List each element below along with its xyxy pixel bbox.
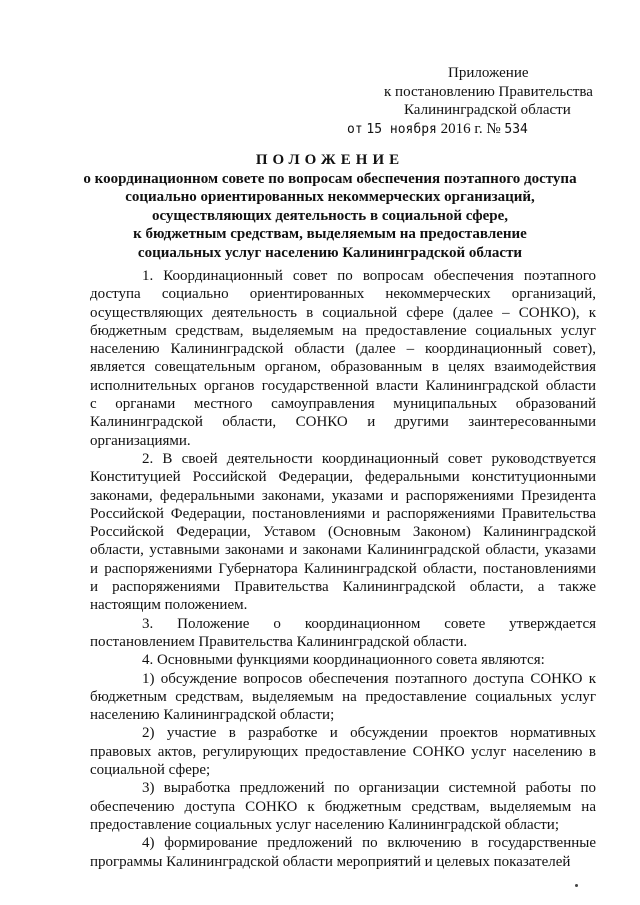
document-title — [80, 151, 580, 262]
paragraph — [90, 615, 596, 652]
paragraph — [90, 651, 596, 669]
appendix-date-line — [347, 120, 617, 140]
paragraph-line: 4) формирование предложений по включению в государственные — [142, 835, 596, 852]
paragraph-line: Конституцией Российской Федерации, федеральными конституционными — [90, 469, 596, 486]
paragraph-line: законами, федеральными законами, указами и распоряжениями Президента — [90, 487, 596, 504]
paragraph-line: Российской Федерации, постановлениями и распоряжениями Правительства — [90, 505, 596, 522]
paragraph-line: организациями. — [90, 432, 191, 449]
paragraph — [90, 724, 596, 779]
paragraph-line: бюджетным средствам, выделяемым на предоставление социальных услуг — [90, 322, 596, 339]
page-speck — [575, 884, 578, 887]
appendix-region-line: Калининградской области — [404, 102, 571, 118]
paragraph-line: населению Калининградской области; — [90, 707, 335, 724]
paragraph-line: и распоряжениями Губернатора Калининградской области, постановлениями — [90, 560, 596, 577]
appendix-resolution-line: к постановлению Правительства — [384, 83, 593, 100]
paragraph-line: и распоряжениями Правительства Калининградской области, а также — [90, 579, 596, 596]
paragraph-line: области, уставными законами и законами Калининградской области, указами — [90, 542, 596, 559]
number-sign: № — [486, 120, 501, 137]
title-line: социальных услуг населению Калининградской области — [137, 244, 523, 261]
title-line: осуществляющих деятельность в социальной сфере, — [151, 207, 509, 224]
paragraph-line: 1) обсуждение вопросов обеспечения поэтапного доступа СОНКО к — [142, 670, 596, 687]
paragraph-line: 3) выработка предложений по организации системной работы по — [142, 780, 596, 797]
paragraph — [90, 834, 596, 871]
paragraph-line: 1. Координационный совет по вопросам обеспечения поэтапного — [142, 268, 596, 284]
paragraph — [90, 450, 596, 615]
paragraph-line: настоящим положением. — [90, 597, 248, 614]
paragraph — [90, 267, 596, 450]
resolution-number: 534 — [504, 121, 528, 137]
paragraph-line: 3. Положение о координационном совете утверждается — [142, 615, 596, 632]
paragraph-line: обеспечению доступа СОНКО к бюджетным средствам, выделяемым на — [90, 798, 596, 815]
date-year: 2016 г. — [440, 120, 483, 137]
paragraph-line: населению Калининградской области (далее – координационный совет), — [90, 341, 596, 358]
title-line: социально ориентированных некоммерческих организаций, — [125, 189, 535, 205]
paragraph-line: 2) участие в разработке и обсуждении проектов нормативных — [142, 725, 596, 742]
paragraph-line: Калининградской области, СОНКО и другими заинтересованными — [90, 414, 596, 431]
appendix-header — [347, 64, 617, 139]
paragraph-line: исполнительных органов государственной власти Калининградской области — [90, 377, 596, 394]
title-line: о координационном совете по вопросам обеспечения поэтапного доступа — [83, 170, 577, 187]
paragraph-line: Российской Федерации, Уставом (Основным Законом) Калининградской — [90, 524, 596, 541]
title-main: ПОЛОЖЕНИЕ — [255, 152, 405, 168]
paragraph-line: 2. В своей деятельности координационный совет руководствуется — [142, 450, 596, 467]
paragraph-line: предоставление социальных услуг населению Калининградской области; — [90, 816, 560, 833]
paragraph-line: социальной сфере; — [90, 762, 211, 779]
paragraph-line: осуществляющих деятельность в социальной сфере (далее – СОНКО), к — [90, 304, 596, 321]
paragraph-line: доступа социально ориентированных некоммерческих организаций, — [90, 286, 596, 303]
paragraph-line: программы Калининградской области мероприятий и целевых показателей — [90, 853, 571, 870]
paragraph-line: бюджетным средствам, выделяемым на предоставление социальных услуг — [90, 688, 596, 705]
paragraph-line: является совещательным органом, образованным в целях взаимодействия — [90, 359, 596, 376]
paragraph-line: правовых актов, регулирующих предоставление СОНКО услуг населению в — [90, 743, 596, 760]
date-value: 15 ноября — [366, 121, 437, 137]
paragraph-line: с органами местного самоуправления муниципальных образований — [90, 396, 596, 413]
appendix-label: Приложение — [448, 65, 529, 81]
date-prefix: от — [347, 121, 363, 137]
paragraph-line: постановлением Правительства Калининградской области. — [90, 633, 468, 650]
paragraph — [90, 779, 596, 834]
document-body — [90, 267, 596, 871]
title-line: к бюджетным средствам, выделяемым на предоставление — [133, 226, 527, 242]
paragraph — [90, 670, 596, 725]
paragraph-line: 4. Основными функциями координационного совета являются: — [142, 652, 545, 669]
